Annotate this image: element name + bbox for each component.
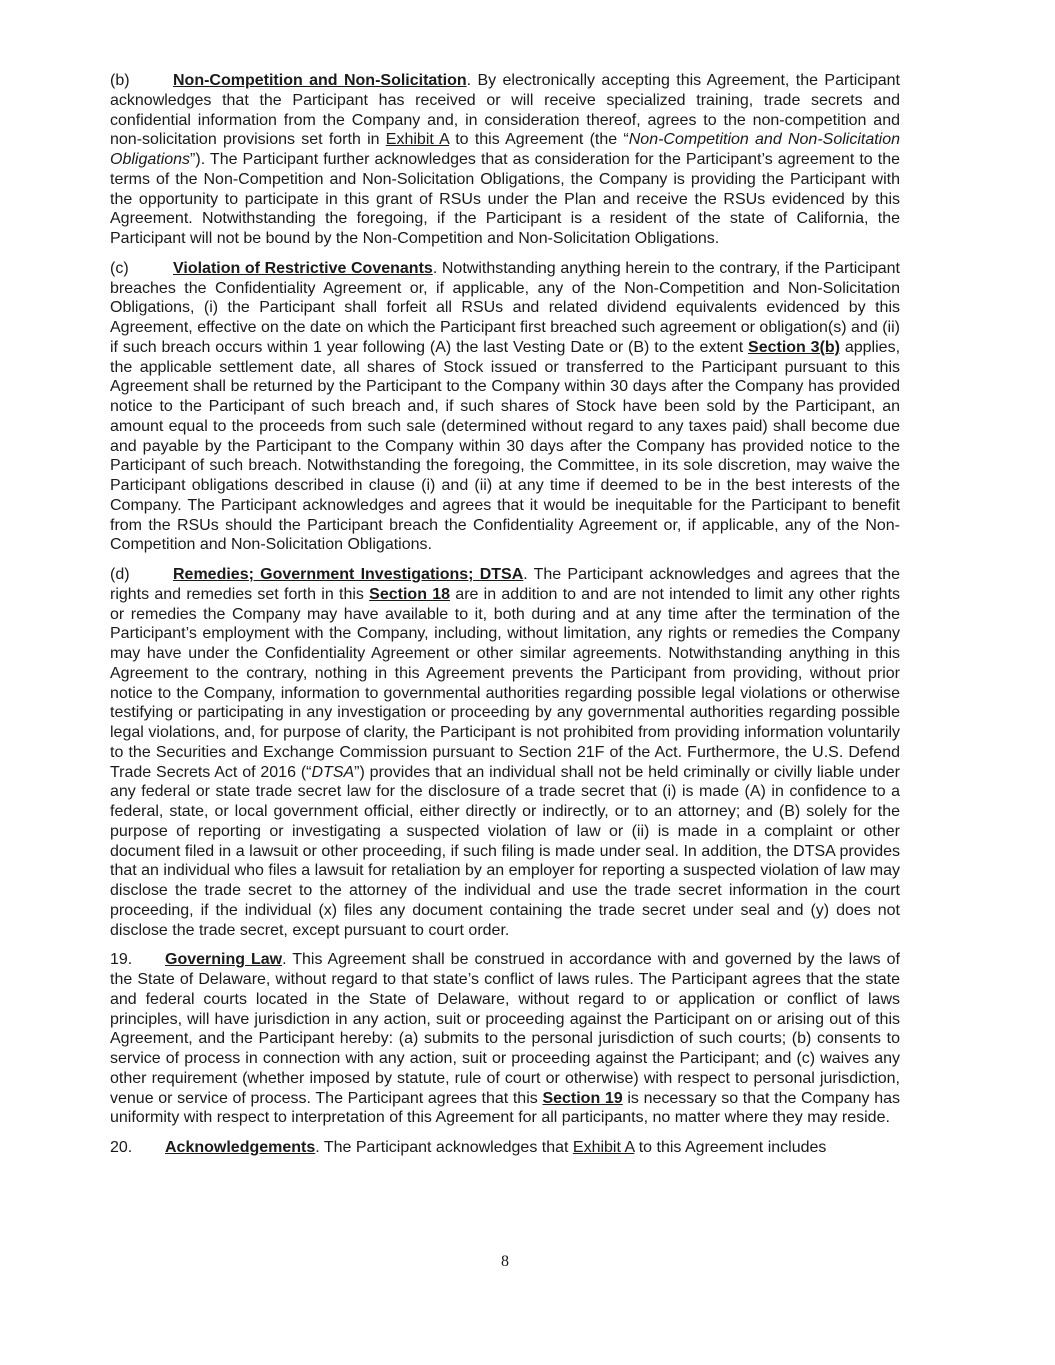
body-text: . The Participant acknowledges that — [315, 1139, 573, 1156]
body-text: . Notwithstanding anything herein to the contrary, if the Participant breaches the Confidentiality Agreement or, if applicable, any of the Non-Competition and Non-Solicitation Obligations, (i) the Participant shall forfeit all RSUs and related dividend equivalents evidenced by this Agreement, effective on the date on which the Participant first breached such agreement or obligation(s) and (ii) if such breach occurs within 1 year following (A) the last Vesting Date or (B) to the extent — [110, 259, 900, 356]
section-number: (c) — [110, 259, 129, 277]
section-19-reference: Section 19 — [542, 1089, 623, 1107]
section-heading: Remedies; Government Investigations; DTSA — [173, 566, 524, 583]
section-heading: Non-Competition and Non-Solicitation — [173, 72, 467, 89]
defined-term: Non-Competition and Non-Solicitation Obligations — [110, 131, 901, 168]
body-text: applies, the applicable settlement date, all shares of Stock issued or transferred to the Participant pursuant to this Agreement shall be returned by the Participant to the Company within 30 days after the Company has provided notice to the Participant of such breach and, if such shares of Stock have been sold by the Participant, an amount equal to the proceeds from such sale (determined without regard to any taxes paid) shall become due and payable by the Participant to the Company within 30 days after the Company has provided notice to the Participant of such breach. Notwithstanding the foregoing, the Committee, in its sole discretion, may waive the Participant obligations described in clause (i) and (ii) at any time if deemed to be in the best interests of the Company. The Participant acknowledges and agrees that it would be inequitable for the Participant to benefit from the RSUs should the Participant breach the Confidentiality Agreement or, if applicable, any of the Non-Competition and Non-Solicitation Obligations. — [110, 338, 901, 554]
body-text: . The Participant acknowledges and agrees that the rights and remedies set forth in this — [110, 566, 900, 603]
exhibit-a-reference: Exhibit A — [572, 1139, 635, 1156]
section-3b-reference: Section 3(b) — [748, 338, 840, 356]
body-text: ”). The Participant further acknowledges that as consideration for the Participant’s agreement to the terms of the Non-Competition and Non-Solicitation Obligations, the Company is providing the Participant with the opportunity to participate in this grant of RSUs under the Plan and receive the RSUs evidenced by this Agreement. Notwithstanding the foregoing, if the Participant is a resident of the state of California, the Participant will not be bound by the Non-Competition and Non-Solicitation Obligations. — [110, 151, 900, 247]
section-b-paragraph — [110, 71, 900, 249]
body-text: ”) provides that an individual shall not be held criminally or civilly liable under any federal or state trade secret law for the disclosure of a trade secret that (i) is made (A) in confidence to a federal, state, or local government official, either directly or indirectly, or to an attorney; and (B) solely for the purpose of reporting or investigating a suspected violation of law or (ii) is made in a complaint or other document filed in a lawsuit or other proceeding, if such filing is made under seal. In addition, the DTSA provides that an individual who files a lawsuit for retaliation by an employer for reporting a suspected violation of law may disclose the trade secret to the attorney of the individual and use the trade secret information in the court proceeding, if the individual (x) files any document containing the trade secret under seal and (y) does not disclose the trade secret, except pursuant to court order. — [110, 763, 901, 939]
section-18-reference: Section 18 — [369, 585, 451, 603]
section-d-paragraph — [110, 565, 900, 940]
body-text: to this Agreement includes — [634, 1139, 827, 1156]
document-page — [110, 71, 900, 1168]
body-text: are in addition to and are not intended to limit any other rights or remedies the Company may have available to it, both during and at any time after the termination of the Participant’s employment with the Company, including, without limitation, any rights or remedies the Company may have under the Confidentiality Agreement or other similar agreements. Notwithstanding anything in this Agreement to the contrary, nothing in this Agreement prevents the Participant from providing, without prior notice to the Company, information to governmental authorities regarding possible legal violations or otherwise testifying or participating in any investigation or proceeding by any governmental authorities regarding possible legal violations, and, for purpose of clarity, the Participant is not prohibited from providing information voluntarily to the Securities and Exchange Commission pursuant to Section 21F of the Act. Furthermore, the U.S. Defend Trade Secrets Act of 2016 (“ — [110, 585, 901, 781]
section-number: (d) — [110, 566, 130, 583]
defined-term: DTSA — [311, 763, 355, 781]
body-text: is necessary so that the Company has uniformity with respect to interpretation of this Agreement for all participants, no matter where they may reside. — [110, 1089, 900, 1127]
section-heading: Acknowledgements — [165, 1139, 316, 1156]
section-c-paragraph — [110, 259, 900, 555]
section-number: 19. — [110, 951, 133, 969]
section-19-paragraph — [110, 950, 900, 1128]
exhibit-a-reference: Exhibit A — [385, 131, 449, 149]
body-text: to this Agreement (the “ — [448, 131, 629, 149]
body-text: . By electronically accepting this Agreement, the Participant acknowledges that the Participant has received or will receive specialized training, trade secrets and confidential information from the Company and, in consideration thereof, agrees to the non-competition and non-solicitation provisions set forth in — [110, 72, 900, 149]
page-number: 8 — [501, 1253, 509, 1270]
section-number: (b) — [110, 72, 130, 89]
section-heading: Violation of Restrictive Covenants — [173, 259, 433, 277]
body-text: . This Agreement shall be construed in accordance with and governed by the laws of the State of Delaware, without regard to that state’s conflict of laws rules. The Participant agrees that the state and federal courts located in the State of Delaware, without regard to or application or conflict of laws principles, will have jurisdiction in any action, suit or proceeding against the Participant on or arising out of this Agreement, and the Participant hereby: (a) submits to the personal jurisdiction of such courts; (b) consents to service of process in connection with any action, suit or proceeding against the Participant; and (c) waives any other requirement (whether imposed by statute, rule of court or otherwise) with respect to personal jurisdiction, venue or service of process. The Participant agrees that this — [110, 951, 901, 1107]
section-heading: Governing Law — [165, 951, 283, 969]
section-number: 20. — [110, 1139, 133, 1156]
section-20-paragraph — [110, 1138, 900, 1158]
